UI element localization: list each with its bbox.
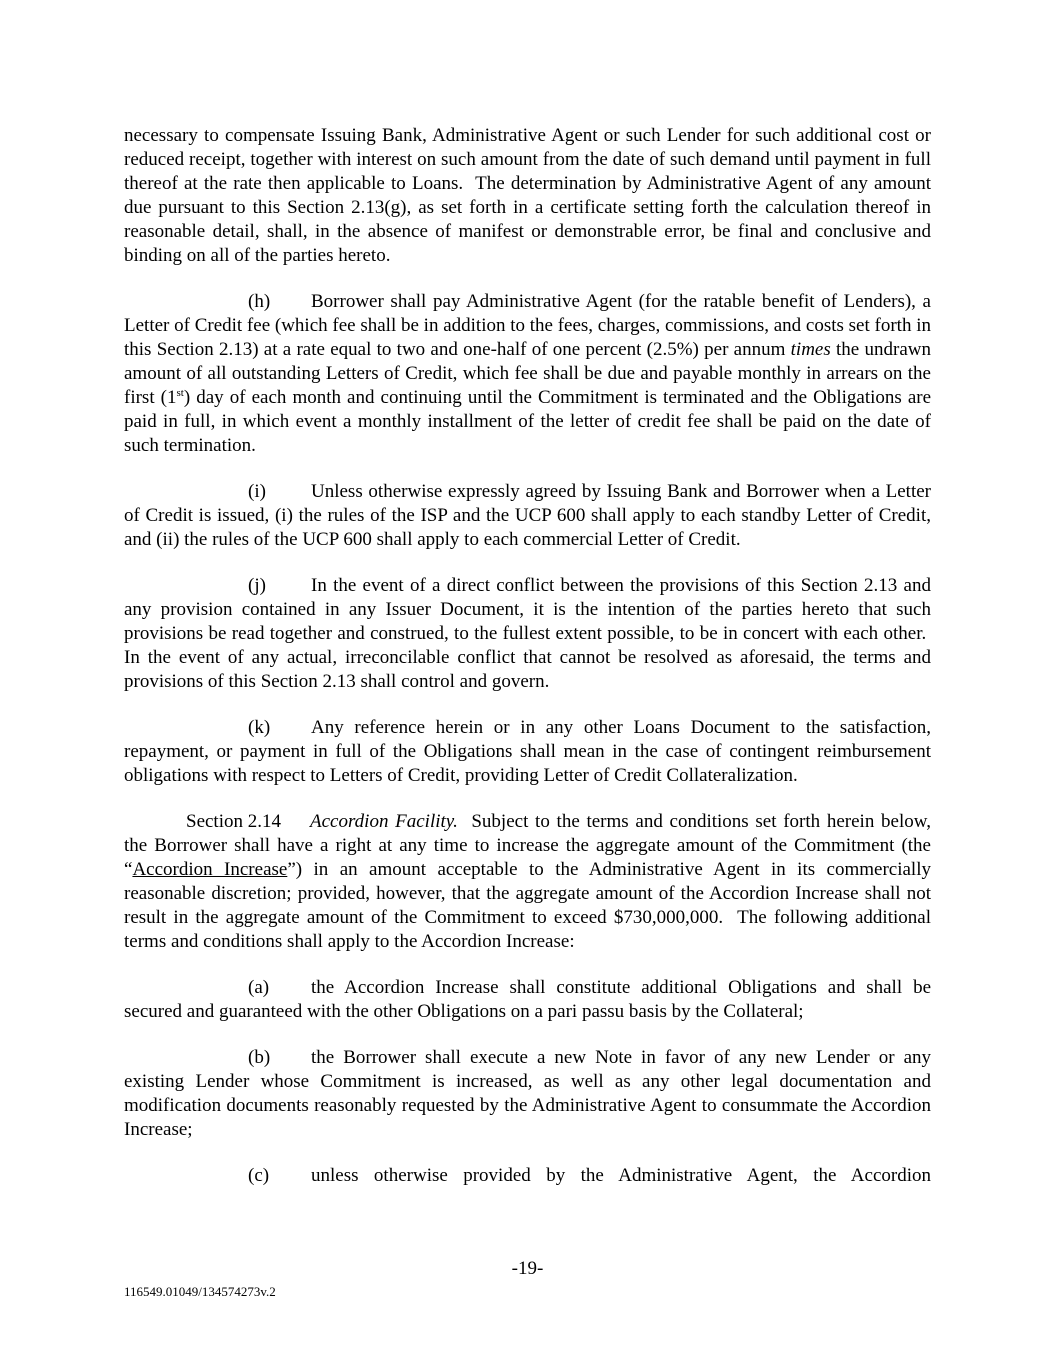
section-number: Section 2.14 (186, 811, 281, 832)
paragraph-h-marker: (h) (248, 291, 271, 312)
paragraph-a (124, 976, 931, 1024)
paragraph-j (124, 574, 931, 694)
document-body (124, 124, 931, 1210)
page-number: -19- (511, 1258, 544, 1279)
section-text-1: Subject to the terms and conditions set forth herein below, the Borrower shall have a right at any time to increase the aggregate amount of the Commitment (the “ (124, 811, 931, 880)
paragraph-h-italic: times (790, 339, 831, 360)
paragraph-h-superscript: st (176, 387, 184, 399)
section-text-2: ”) in an amount acceptable to the Administrative Agent in its commercially reasonable discretion; provided, however, that the aggregate amount of the Accordion Increase shall not result in the aggregate amount of the Commitment to exceed $730,000,000. The following additional terms and conditions shall apply to the Accordion Increase: (124, 859, 931, 952)
paragraph-a-marker: (a) (248, 977, 270, 998)
paragraph-i-marker: (i) (248, 481, 266, 502)
paragraph-a-text: the Accordion Increase shall constitute additional Obligations and shall be secured and guaranteed with the other Obligations on a pari passu basis by the Collateral; (124, 977, 931, 1022)
paragraph-h-text-3: ) day of each month and continuing until the Commitment is terminated and the Obligations are paid in full, in which event a monthly installment of the letter of credit fee shall be paid on the date of such termination. (124, 387, 932, 456)
paragraph-h-text-2: the undrawn amount of all outstanding Letters of Credit, which fee shall be due and payable monthly in arrears on the first (1 (124, 339, 931, 408)
section-title: Accordion Facility. (310, 811, 458, 832)
section-2-14 (124, 810, 931, 954)
paragraph-i (124, 480, 931, 552)
document-id: 116549.01049/134574273v.2 (124, 1284, 276, 1299)
paragraph-k (124, 716, 931, 788)
paragraph-i-text: Unless otherwise expressly agreed by Issuing Bank and Borrower when a Letter of Credit is issued, (i) the rules of the ISP and the UCP 600 shall apply to each standby Letter of Credit, and (ii) the rules of the UCP 600 shall apply to each commercial Letter of Credit. (124, 481, 931, 550)
paragraph-j-marker: (j) (248, 575, 266, 596)
paragraph-c (124, 1164, 931, 1188)
paragraph-b-marker: (b) (248, 1047, 271, 1068)
paragraph-b (124, 1046, 931, 1142)
paragraph-h (124, 290, 931, 458)
paragraph-k-text: Any reference herein or in any other Loans Document to the satisfaction, repayment, or payment in full of the Obligations shall mean in the case of contingent reimbursement obligations with respect to Letters of Credit, providing Letter of Credit Collateralization. (124, 717, 931, 786)
paragraph-j-text: In the event of a direct conflict between the provisions of this Section 2.13 and any provision contained in any Issuer Document, it is the intention of the parties hereto that such provisions be read together and construed, to the fullest extent possible, to be in concert with each other. In the event of any actual, irreconcilable conflict that cannot be resolved as aforesaid, the terms and provisions of this Section 2.13 shall control and govern. (124, 575, 931, 692)
paragraph-b-text: the Borrower shall execute a new Note in favor of any new Lender or any existing Lender whose Commitment is increased, as well as any other legal documentation and modification documents reasonably requested by the Administrative Agent to consummate the Accordion Increase; (124, 1047, 931, 1140)
paragraph-k-marker: (k) (248, 717, 271, 738)
paragraph-h-text-1: Borrower shall pay Administrative Agent (for the ratable benefit of Lenders), a Letter of Credit fee (which fee shall be in addition to the fees, charges, commissions, and costs set forth in this Section 2.13) at a rate equal to two and one-half of one percent (2.5%) per annum (124, 291, 931, 360)
paragraph-c-text: unless otherwise provided by the Administrative Agent, the Accordion (311, 1165, 931, 1186)
paragraph-continuation: necessary to compensate Issuing Bank, Administrative Agent or such Lender for such additional cost or reduced receipt, together with interest on such amount from the date of such demand until payment in full thereof at the rate then applicable to Loans. The determination by Administrative Agent of any amount due pursuant to this Section 2.13(g), as set forth in a certificate setting forth the calculation thereof in reasonable detail, shall, in the absence of manifest or demonstrable error, be final and conclusive and binding on all of the parties hereto. (124, 125, 931, 266)
paragraph-c-marker: (c) (248, 1165, 270, 1186)
defined-term: Accordion Increase (132, 859, 288, 880)
